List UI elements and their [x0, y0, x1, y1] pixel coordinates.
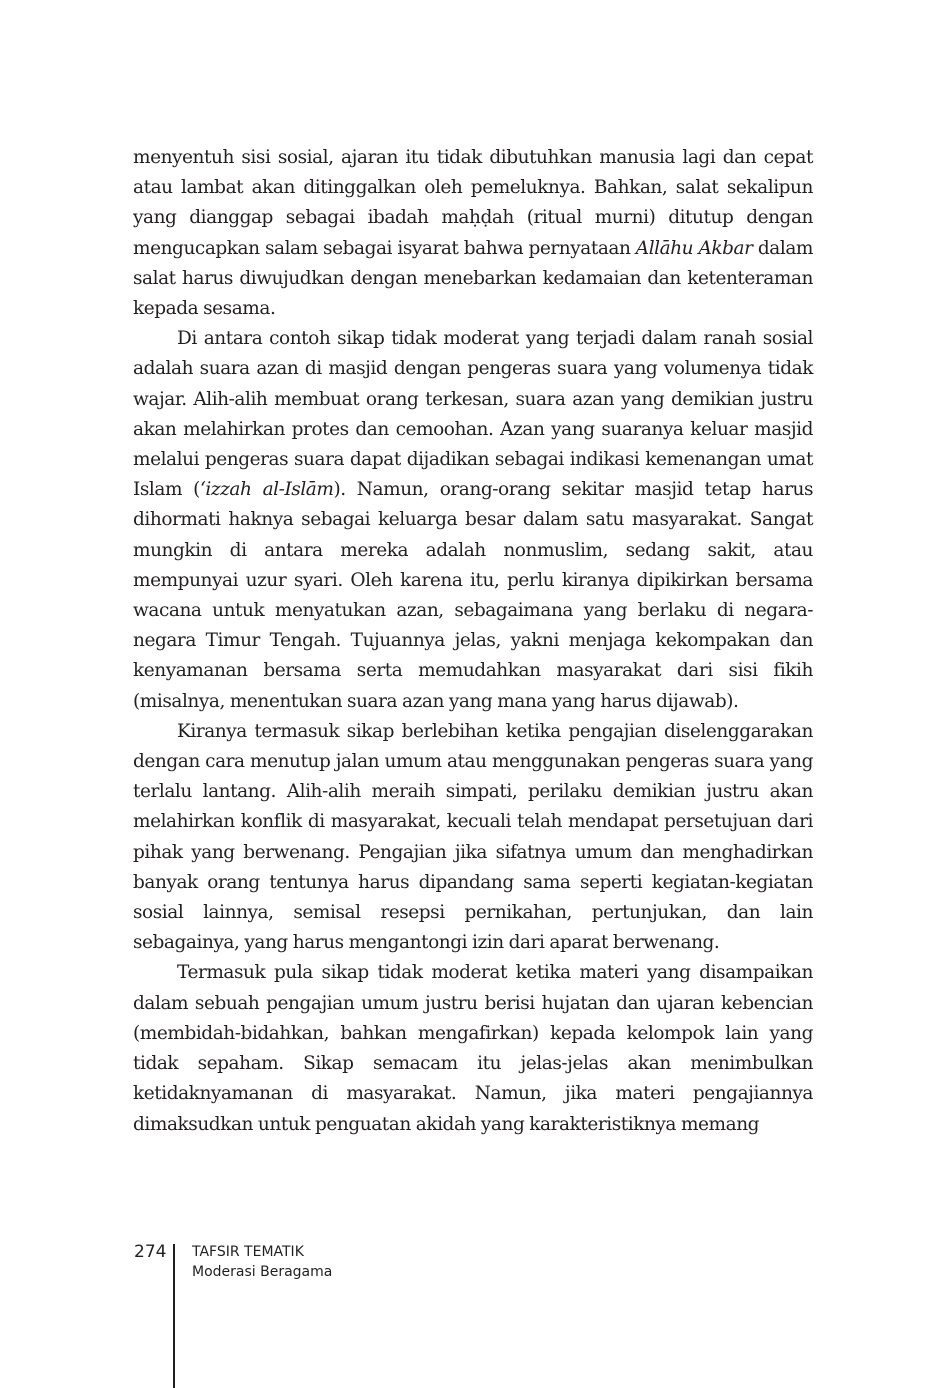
book-title: TAFSIR TEMATIK: [192, 1244, 304, 1260]
footer-divider: [173, 1244, 175, 1388]
text-run: Kiranya termasuk sikap berlebihan ketika pengajian diselenggarakan dengan cara menutup jalan umum atau menggunakan pengeras suara yang terlalu lantang. Alih-alih meraih simpati, perilaku demikian justru akan melahirkan konflik di masyarakat, kecuali telah mendapat persetujuan dari pihak yang berwenang. Pengajian jika sifatnya umum dan menghadirkan banyak orang tentunya harus dipandang sama seperti kegiatan-kegiatan sosial lainnya, semisal resepsi pernikahan, pertunjukan, dan lain sebagainya, yang harus mengantongi izin dari aparat berwenang.: [133, 720, 813, 954]
book-subtitle: Moderasi Beragama: [192, 1264, 333, 1280]
italic-term: ‘izzah al-Islām: [199, 479, 334, 501]
text-run: dalam salat harus diwujudkan dengan menebarkan kedamaian dan ketenteraman kepada sesama.: [133, 237, 814, 320]
paragraph: [133, 717, 813, 959]
paragraph: [133, 324, 813, 717]
text-run: Termasuk pula sikap tidak moderat ketika materi yang disampaikan dalam sebuah pengajian umum justru berisi hujatan dan ujaran kebencian (membidah-bidahkan, bahkan mengafirkan) kepada kelompok lain yang tidak sepaham. Sikap semacam itu jelas-jelas akan menimbulkan ketidaknyamanan di masyarakat. Namun, jika materi pengajiannya dimaksudkan untuk penguatan akidah yang karakteristiknya memang: [133, 962, 813, 1135]
text-run: Di antara contoh sikap tidak moderat yang terjadi dalam ranah sosial adalah suara azan di masjid dengan pengeras suara yang volumenya tidak wajar. Alih-alih membuat orang terkesan, suara azan yang demikian justru akan melahirkan protes dan cemoohan. Azan yang suaranya keluar masjid melalui pengeras suara dapat dijadikan sebagai indikasi kemenangan umat Islam (: [133, 328, 813, 501]
paragraph: [133, 958, 813, 1139]
italic-term: Allāhu Akbar: [635, 237, 753, 259]
paragraph: [133, 143, 813, 324]
text-run: ). Namun, orang-orang sekitar masjid tetap harus dihormati haknya sebagai keluarga besar dalam satu masyarakat. Sangat mungkin di antara mereka adalah nonmuslim, sedang sakit, atau mempunyai uzur syari. Oleh karena itu, perlu kiranya dipikirkan bersama wacana untuk menyatukan azan, sebagaimana yang berlaku di negara-negara Timur Tengah. Tujuannya jelas, yakni menjaga kekompakan dan kenyamanan bersama serta memudahkan masyarakat dari sisi fikih (misalnya, menentukan suara azan yang mana yang harus dijawab).: [133, 479, 813, 712]
main-text: [133, 143, 813, 1140]
page-number: 274: [134, 1242, 167, 1262]
text-run: menyentuh sisi sosial, ajaran itu tidak dibutuhkan manusia lagi dan cepat atau lambat akan ditinggalkan oleh pemeluknya. Bahkan, salat sekalipun yang dianggap sebagai ibadah maḥḍah (ritual murni) ditutup dengan mengucapkan salam sebagai isyarat bahwa pernyataan: [133, 147, 813, 259]
running-footer: [192, 1242, 332, 1282]
